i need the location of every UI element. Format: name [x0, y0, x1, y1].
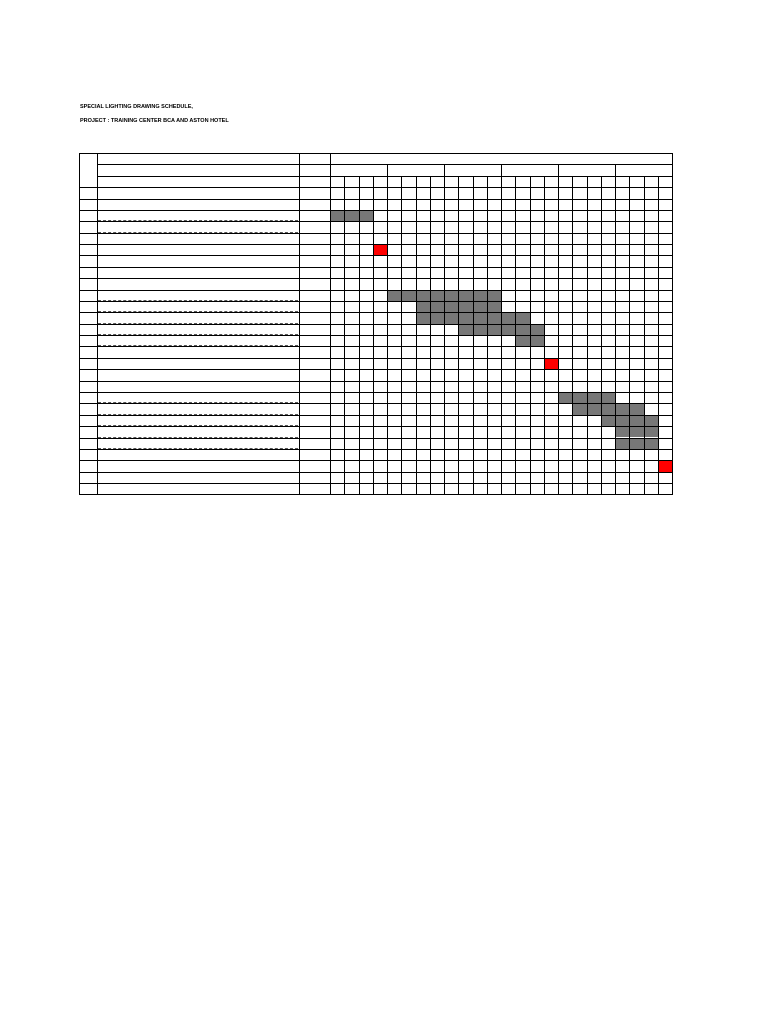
week-divider — [629, 176, 630, 495]
row-line — [79, 221, 673, 222]
row-line — [79, 335, 673, 336]
project-title: PROJECT : TRAINING CENTER BCA AND ASTON HOTEL — [80, 118, 229, 124]
row-line — [79, 472, 673, 473]
table-bottom-border — [79, 494, 673, 495]
week-divider — [487, 176, 488, 495]
week-divider — [416, 176, 417, 495]
row-line — [79, 199, 673, 200]
dashed-line — [98, 345, 298, 346]
row-line — [79, 244, 673, 245]
row-line — [79, 210, 673, 211]
row-line — [79, 381, 673, 382]
gantt-bar — [615, 438, 658, 449]
dashed-line — [98, 448, 298, 449]
month-divider — [615, 164, 616, 494]
week-divider — [587, 176, 588, 495]
table-top-border — [79, 153, 673, 154]
week-divider — [544, 176, 545, 495]
month-divider — [558, 164, 559, 494]
dashed-line — [98, 220, 298, 221]
week-divider — [572, 176, 573, 495]
header-row-line — [97, 164, 673, 165]
gantt-bar — [330, 210, 373, 221]
row-line — [79, 392, 673, 393]
row-line — [79, 267, 673, 268]
row-line — [79, 278, 673, 279]
gantt-bar — [572, 403, 643, 414]
dashed-line — [98, 232, 298, 233]
row-line — [79, 255, 673, 256]
row-line — [79, 415, 673, 416]
row-line — [79, 369, 673, 370]
week-divider — [430, 176, 431, 495]
week-divider — [458, 176, 459, 495]
week-divider — [515, 176, 516, 495]
week-divider — [530, 176, 531, 495]
week-divider — [644, 176, 645, 495]
row-line — [79, 187, 673, 188]
row-line — [79, 233, 673, 234]
week-divider — [359, 176, 360, 495]
dashed-line — [98, 323, 298, 324]
dashed-line — [98, 334, 298, 335]
dashed-line — [98, 300, 298, 301]
row-line — [79, 403, 673, 404]
row-line — [79, 358, 673, 359]
month-divider — [387, 164, 388, 494]
milestone-marker — [373, 244, 387, 255]
week-divider — [601, 176, 602, 495]
dashed-line — [98, 414, 298, 415]
week-divider — [401, 176, 402, 495]
schedule-title: SPECIAL LIGHTING DRAWING SCHEDULE, — [80, 104, 193, 110]
week-divider — [658, 176, 659, 495]
row-line — [79, 301, 673, 302]
week-divider — [473, 176, 474, 495]
dashed-line — [98, 425, 298, 426]
row-line — [79, 290, 673, 291]
row-line — [79, 312, 673, 313]
row-line — [79, 460, 673, 461]
row-line — [79, 324, 673, 325]
milestone-marker — [658, 460, 672, 471]
row-line — [79, 438, 673, 439]
week-divider — [344, 176, 345, 495]
row-line — [79, 346, 673, 347]
row-line — [79, 483, 673, 484]
gantt-bar — [615, 426, 658, 437]
row-line — [79, 426, 673, 427]
row-line — [79, 449, 673, 450]
milestone-marker — [544, 358, 558, 369]
week-divider — [373, 176, 374, 495]
month-divider — [501, 164, 502, 494]
month-divider — [444, 164, 445, 494]
dashed-line — [98, 402, 298, 403]
dashed-line — [98, 437, 298, 438]
dashed-line — [98, 311, 298, 312]
